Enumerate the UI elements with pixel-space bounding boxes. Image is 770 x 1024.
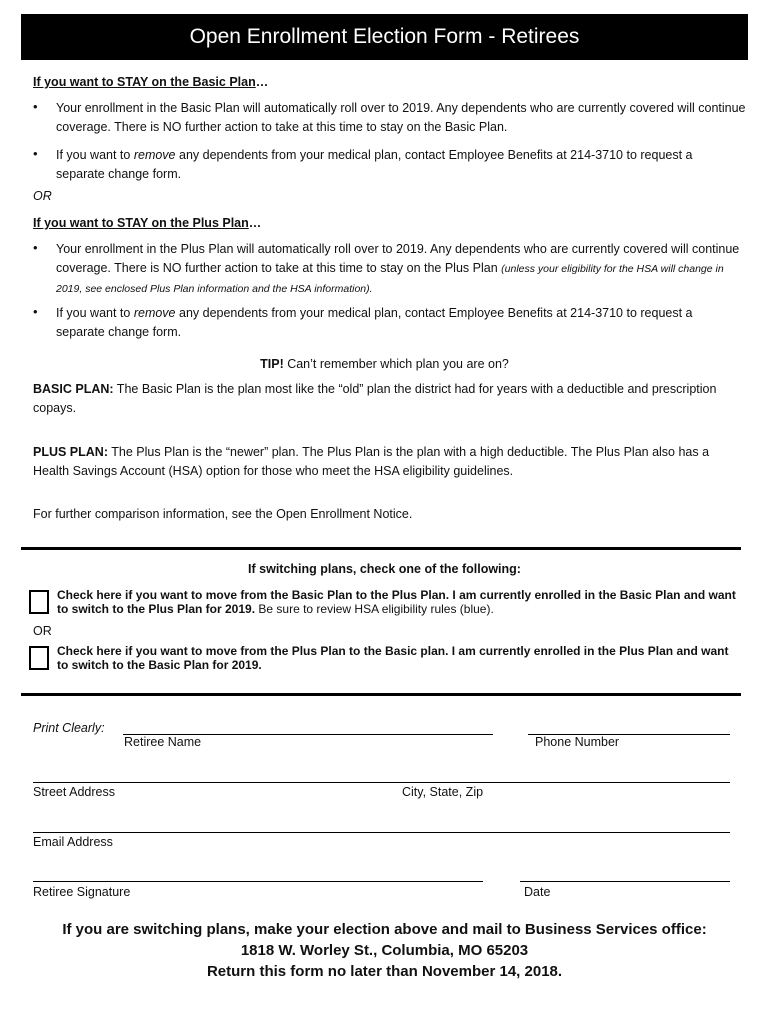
section-divider bbox=[21, 547, 741, 550]
basic-to-plus-option bbox=[57, 588, 740, 616]
plus-to-basic-option: Check here if you want to move from the Plus Plan to the Basic plan. I am currently enrolled in the Plus Plan and want to switch to the Basic Plan for 2019. bbox=[57, 644, 729, 672]
or-separator: OR bbox=[33, 189, 52, 203]
tip-label: TIP! bbox=[260, 357, 284, 371]
basic-bullet-2-em: remove bbox=[133, 148, 176, 162]
plus-stay-heading bbox=[33, 214, 261, 233]
city-state-zip-label: City, State, Zip bbox=[402, 785, 484, 799]
plus-stay-heading-suffix: … bbox=[248, 216, 262, 230]
basic-plan-label: BASIC PLAN: bbox=[33, 382, 114, 396]
or-separator-2: OR bbox=[33, 624, 52, 638]
basic-bullet-2-b: any dependents from your medical plan, contact Employee Benefits at 214-3710 to request a separate change form. bbox=[56, 148, 693, 181]
footer-address: 1818 W. Worley St., Columbia, MO 65203 bbox=[240, 942, 529, 959]
plus-bullet-2-a: If you want to bbox=[56, 306, 134, 320]
footer-instructions: If you are switching plans, make your election above and mail to Business Services office: bbox=[62, 921, 707, 938]
basic-bullet-2 bbox=[56, 146, 726, 184]
basic-plan-text: The Basic Plan is the plan most like the “old” plan the district had for years with a deductible and prescription copays. bbox=[33, 382, 717, 415]
phone-number-label: Phone Number bbox=[535, 735, 620, 749]
date-field[interactable] bbox=[520, 881, 730, 882]
retiree-name-label: Retiree Name bbox=[124, 735, 202, 749]
print-clearly-label: Print Clearly: bbox=[33, 721, 105, 735]
plus-bullet-2 bbox=[56, 304, 726, 342]
basic-to-plus-checkbox[interactable] bbox=[29, 590, 49, 614]
street-address-field[interactable] bbox=[33, 782, 730, 783]
bullet-icon: • bbox=[33, 99, 38, 114]
email-address-field[interactable] bbox=[33, 832, 730, 833]
plus-bullet-1-text: Your enrollment in the Plus Plan will automatically roll over to 2019. Any dependents who are currently covered will continue coverage. There is NO further action to take at this time to stay on the Plus Plan bbox=[56, 242, 740, 275]
basic-stay-heading-text: If you want to STAY on the Basic Plan bbox=[33, 75, 256, 89]
street-address-label: Street Address bbox=[33, 785, 115, 799]
footer-deadline: Return this form no later than November 14, 2018. bbox=[206, 963, 563, 980]
plus-plan-text: The Plus Plan is the “newer” plan. The Plus Plan is the plan with a high deductible. The Plus Plan also has a Health Savings Account (HSA) option for those who meet the HSA eligibility guidelines. bbox=[33, 445, 710, 478]
basic-to-plus-option-extra: Be sure to review HSA eligibility rules (blue). bbox=[255, 602, 494, 616]
bullet-icon: • bbox=[33, 146, 38, 161]
basic-bullet-1: Your enrollment in the Basic Plan will automatically roll over to 2019. Any dependents who are currently covered will continue coverage. There is NO further action to take at this time to stay on the Basic Plan. bbox=[56, 101, 746, 134]
basic-stay-heading-suffix: … bbox=[255, 75, 269, 89]
basic-to-plus-option-text: Check here if you want to move from the Basic Plan to the Plus Plan. I am currently enrolled in the Basic Plan and want to switch to the Plus Plan for 2019. bbox=[57, 588, 736, 616]
date-label: Date bbox=[524, 885, 551, 899]
plus-to-basic-checkbox[interactable] bbox=[29, 646, 49, 670]
tip-text: Can’t remember which plan you are on? bbox=[283, 357, 509, 371]
basic-plan-description bbox=[33, 380, 743, 418]
bullet-icon: • bbox=[33, 304, 38, 319]
plus-plan-label: PLUS PLAN: bbox=[33, 445, 108, 459]
plus-stay-heading-text: If you want to STAY on the Plus Plan bbox=[33, 216, 249, 230]
bullet-icon: • bbox=[33, 240, 38, 255]
plus-bullet-2-em: remove bbox=[133, 306, 176, 320]
plus-plan-description bbox=[33, 443, 743, 481]
basic-bullet-2-a: If you want to bbox=[56, 148, 134, 162]
retiree-signature-label: Retiree Signature bbox=[33, 885, 131, 899]
tip-line bbox=[21, 355, 748, 374]
retiree-signature-field[interactable] bbox=[33, 881, 483, 882]
basic-stay-heading bbox=[33, 73, 268, 92]
switching-heading: If switching plans, check one of the following: bbox=[248, 562, 521, 576]
comparison-note: For further comparison information, see the Open Enrollment Notice. bbox=[33, 507, 413, 521]
page-title: Open Enrollment Election Form - Retirees bbox=[21, 14, 748, 60]
plus-bullet-1-note: (unless your eligibility for the HSA will change in 2019, see enclosed Plus Plan information and the HSA information). bbox=[56, 263, 724, 295]
plus-bullet-1 bbox=[56, 240, 746, 299]
section-divider bbox=[21, 693, 741, 696]
email-address-label: Email Address bbox=[33, 835, 113, 849]
plus-bullet-2-b: any dependents from your medical plan, contact Employee Benefits at 214-3710 to request a separate change form. bbox=[56, 306, 693, 339]
